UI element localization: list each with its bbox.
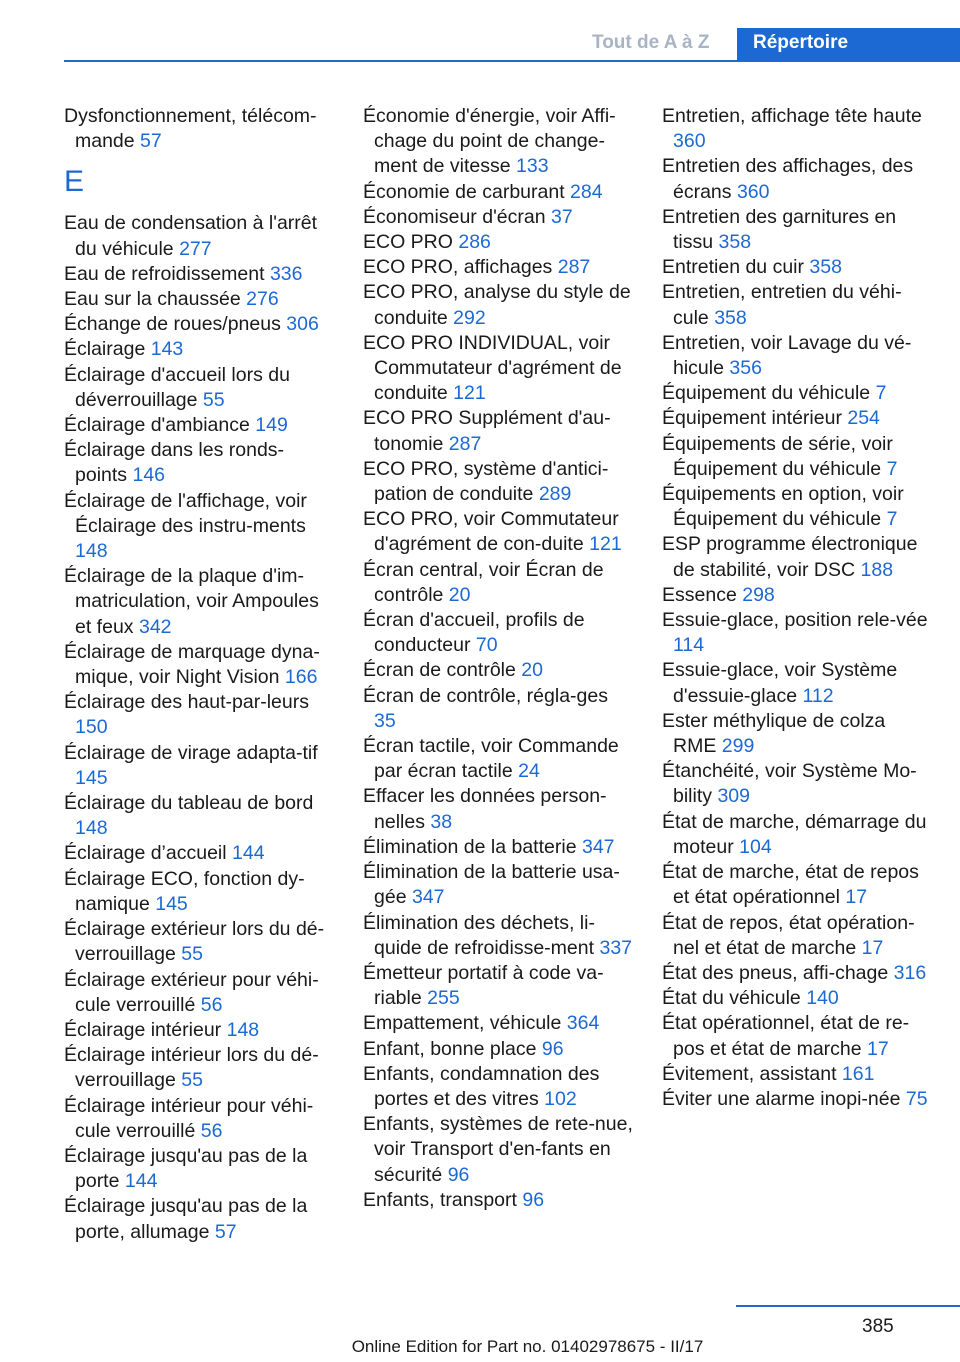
page-reference-link[interactable]: 146	[132, 464, 166, 487]
page-reference-link[interactable]: 37	[551, 205, 573, 228]
page-reference-link[interactable]: 166	[284, 666, 318, 689]
index-entry-term: Entretien, entretien du véhi-cule	[662, 281, 902, 329]
page-reference-link[interactable]: 121	[453, 382, 486, 405]
page-reference-link[interactable]: 144	[232, 842, 265, 865]
page-reference-link[interactable]: 24	[518, 760, 540, 783]
page-reference-link[interactable]: 140	[806, 987, 839, 1010]
index-entry-term: Élimination des déchets, li-quide de refroidisse-ment	[363, 911, 595, 959]
index-entry-term: Évitement, assistant	[662, 1062, 837, 1085]
index-entry-term: Émetteur portatif à code va-riable	[363, 961, 604, 1010]
page-reference-link[interactable]: 55	[202, 388, 225, 411]
footer-divider	[736, 1305, 960, 1307]
index-entry	[662, 331, 932, 381]
index-entry	[363, 406, 633, 456]
page-reference-link[interactable]: 358	[714, 306, 747, 329]
page-reference-link[interactable]: 255	[427, 987, 460, 1010]
index-entry-term: Éclairage	[64, 338, 146, 361]
index-column-2	[363, 104, 633, 1213]
page-reference-link[interactable]: 7	[875, 382, 887, 405]
page-reference-link[interactable]: 96	[522, 1188, 545, 1211]
index-entry	[64, 1018, 334, 1043]
index-entry-term: ECO PRO, système d'antici-pation de conduite	[363, 457, 609, 506]
index-entry-term: Élimination de la batterie usa-gée	[363, 861, 620, 909]
page-reference-link[interactable]: 276	[246, 288, 279, 311]
index-entry	[662, 658, 932, 708]
index-entry	[363, 658, 633, 683]
index-entry-term: Écran tactile, voir Commande par écran tactile	[363, 735, 619, 783]
page-reference-link[interactable]: 347	[411, 886, 445, 909]
index-entry	[662, 532, 932, 582]
index-entry	[64, 1144, 334, 1194]
index-entry	[363, 734, 633, 784]
index-entry	[662, 583, 932, 608]
page-reference-link[interactable]: 7	[886, 508, 898, 531]
page-reference-link[interactable]: 55	[181, 1069, 203, 1092]
index-entry-term: Équipements en option, voir Équipement du véhicule	[662, 483, 904, 531]
index-entry	[363, 1037, 633, 1062]
index-entry	[662, 104, 932, 154]
index-entry	[64, 413, 334, 438]
index-entry-term: Entretien du cuir	[662, 256, 804, 279]
page-reference-link[interactable]: 188	[860, 558, 894, 581]
page-reference-link[interactable]: 360	[673, 130, 706, 153]
index-entry	[363, 1112, 633, 1188]
index-entry	[363, 507, 633, 557]
index-entry	[363, 961, 633, 1011]
index-entry	[363, 180, 633, 205]
index-entry	[662, 406, 932, 431]
page-reference-link[interactable]: 148	[75, 540, 108, 563]
page-reference-link[interactable]: 356	[729, 357, 762, 380]
page-reference-link[interactable]: 17	[845, 886, 868, 909]
index-entry-term: Écran central, voir Écran de contrôle	[363, 558, 604, 606]
index-entry	[64, 489, 334, 565]
page-reference-link[interactable]: 96	[541, 1037, 564, 1060]
page-reference-link[interactable]: 96	[447, 1163, 470, 1186]
index-entry	[363, 255, 633, 280]
index-entry	[363, 1011, 633, 1036]
index-entry-term: Essence	[662, 583, 737, 606]
index-entry-term: Éclairage de marquage dyna-mique, voir Night Vision	[64, 640, 320, 689]
index-entry	[662, 482, 932, 532]
index-entry-term: Enfant, bonne place	[363, 1037, 537, 1060]
page-reference-link[interactable]: 114	[673, 634, 705, 657]
index-entry	[363, 280, 633, 330]
index-entry-term: Écran de contrôle	[363, 659, 516, 682]
index-entry-term: ECO PRO, affichages	[363, 256, 553, 279]
index-entry-term: Éclairage d'accueil lors du déverrouillage	[64, 363, 290, 411]
page-reference-link[interactable]: 143	[150, 338, 184, 361]
index-entry	[64, 312, 334, 337]
index-entry	[662, 280, 932, 330]
page-reference-link[interactable]: 309	[717, 785, 750, 808]
index-entry-term: Économiseur d'écran	[363, 205, 546, 228]
page-reference-link[interactable]: 358	[718, 231, 752, 254]
index-entry-term: État du véhicule	[662, 987, 801, 1010]
index-entry-term: État de marche, état de repos et état opérationnel	[662, 861, 919, 909]
index-entry-term: Eau sur la chaussée	[64, 288, 241, 311]
index-entry-term: Élimination de la batterie	[363, 835, 577, 858]
index-entry-term: Éclairage du tableau de bord	[64, 792, 314, 815]
page-reference-link[interactable]: 337	[599, 936, 633, 959]
index-entry	[64, 211, 334, 261]
index-entry-term: Entretien des affichages, des écrans	[662, 155, 914, 203]
page-reference-link[interactable]: 364	[566, 1012, 600, 1035]
index-entry-term: Éclairage d’accueil	[64, 842, 227, 865]
index-entry	[64, 841, 334, 866]
index-entry-term: Éclairage de l'affichage, voir Éclairage des instru-ments	[64, 489, 307, 537]
index-entry	[662, 860, 932, 910]
page-reference-link[interactable]: 360	[736, 180, 770, 203]
index-entry	[363, 911, 633, 961]
index-entry-term: ESP programme électronique de stabilité, voir DSC	[662, 533, 918, 581]
page-reference-link[interactable]: 336	[269, 262, 303, 285]
tab-tout-de-a-a-z[interactable]: Tout de A à Z	[592, 32, 710, 53]
index-entry	[64, 741, 334, 791]
index-entry	[64, 104, 334, 154]
page-reference-link[interactable]: 17	[861, 936, 884, 959]
index-entry-term: ECO PRO INDIVIDUAL, voir Commutateur d'agrément de conduite	[363, 331, 622, 405]
index-entry	[662, 709, 932, 759]
index-entry	[64, 867, 334, 917]
index-entry	[662, 381, 932, 406]
index-entry-term: Écran d'accueil, profils de conducteur	[363, 609, 585, 657]
index-entry-term: Éclairage jusqu'au pas de la porte	[64, 1144, 308, 1193]
page-reference-link[interactable]: 20	[521, 659, 543, 682]
page-reference-link[interactable]: 70	[475, 634, 498, 657]
page-reference-link[interactable]: 299	[721, 735, 755, 758]
index-entry-term: Écran de contrôle, régla-ges	[363, 684, 608, 707]
index-entry	[64, 968, 334, 1018]
page-reference-link[interactable]: 358	[809, 256, 842, 279]
page-reference-link[interactable]: 144	[124, 1170, 158, 1193]
index-entry-term: Éclairage extérieur lors du dé-verrouillage	[64, 918, 325, 966]
page-reference-link[interactable]: 148	[226, 1018, 260, 1041]
index-entry-term: Enfants, transport	[363, 1188, 517, 1211]
page-reference-link[interactable]: 316	[893, 961, 927, 984]
page-reference-link[interactable]: 7	[886, 457, 898, 480]
index-entry-term: État de repos, état opération-nel et état de marche	[662, 911, 915, 959]
page-reference-link[interactable]: 133	[516, 155, 549, 178]
page-reference-link[interactable]: 121	[589, 533, 622, 556]
index-entry-term: Équipements de série, voir Équipement du véhicule	[662, 432, 893, 480]
index-entry-term: Essuie-glace, position rele-vée	[662, 609, 928, 632]
index-entry	[363, 558, 633, 608]
index-entry-term: Éclairage dans les ronds-points	[64, 439, 285, 487]
index-entry	[363, 835, 633, 860]
index-entry-term: Eau de condensation à l'arrêt du véhicule	[64, 212, 318, 260]
index-column-3	[662, 104, 932, 1112]
index-entry-term: Éclairage intérieur lors du dé-verrouillage	[64, 1044, 319, 1092]
page-reference-link[interactable]: 161	[841, 1062, 875, 1085]
index-entry	[662, 1087, 932, 1112]
index-entry-term: Échange de roues/pneus	[64, 313, 281, 336]
page-reference-link[interactable]: 75	[905, 1087, 928, 1110]
index-entry	[363, 860, 633, 910]
index-entry	[662, 432, 932, 482]
index-entry-term: Eau de refroidissement	[64, 262, 265, 285]
index-entry	[64, 438, 334, 488]
page-reference-link[interactable]: 57	[140, 130, 162, 153]
index-entry-term: Équipement du véhicule	[662, 382, 871, 405]
index-entry	[363, 104, 633, 180]
index-entry-term: ECO PRO Supplément d'au-tonomie	[363, 407, 611, 455]
page-reference-link[interactable]: 254	[847, 407, 880, 430]
index-entry	[363, 205, 633, 230]
index-entry	[662, 154, 932, 204]
page-reference-link[interactable]: 57	[214, 1220, 237, 1243]
index-entry-term: Éclairage extérieur pour véhi-cule verrouillé	[64, 968, 319, 1016]
page-reference-link[interactable]: 55	[181, 943, 203, 966]
page-reference-link[interactable]: 102	[544, 1087, 577, 1110]
page-reference-link[interactable]: 148	[75, 817, 108, 840]
index-entry-term: Éclairage intérieur	[64, 1018, 222, 1041]
index-entry-term: Éclairage ECO, fonction dy-namique	[64, 867, 305, 915]
index-entry	[64, 564, 334, 640]
index-entry	[363, 457, 633, 507]
tab-repertoire[interactable]: Répertoire	[737, 28, 960, 60]
index-entry	[64, 337, 334, 362]
index-entry	[363, 230, 633, 255]
page-reference-link[interactable]: 287	[448, 432, 482, 455]
page-reference-link[interactable]: 287	[557, 256, 591, 279]
page-reference-link[interactable]: 306	[286, 313, 319, 336]
page-reference-link[interactable]: 35	[374, 709, 396, 732]
index-entry-term: Entretien des garnitures en tissu	[662, 205, 897, 254]
index-entry	[64, 1194, 334, 1244]
index-entry	[64, 262, 334, 287]
index-entry	[363, 331, 633, 407]
index-entry-term: Éclairage jusqu'au pas de la porte, allumage	[64, 1195, 308, 1243]
index-entry	[662, 911, 932, 961]
index-entry-term: État de marche, démarrage du moteur	[662, 810, 927, 858]
header-divider	[64, 60, 960, 62]
index-entry-term: Économie de carburant	[363, 180, 565, 203]
index-entry-term: Éclairage des haut-par-leurs	[64, 691, 309, 714]
index-entry-term: Enfants, systèmes de rete-nue, voir Transport d'en-fants en sécurité	[363, 1113, 633, 1186]
page-header	[0, 28, 960, 60]
index-entry	[662, 961, 932, 986]
page-reference-link[interactable]: 56	[200, 1119, 223, 1142]
page-reference-link[interactable]: 298	[742, 583, 775, 606]
page-reference-link[interactable]: 145	[75, 766, 108, 789]
index-entry-term: Enfants, condamnation des portes et des vitres	[363, 1062, 600, 1110]
index-entry	[64, 363, 334, 413]
index-entry-term: ECO PRO	[363, 231, 453, 254]
index-entry	[662, 1062, 932, 1087]
index-entry	[64, 690, 334, 740]
index-entry-term: État opérationnel, état de re-pos et état de marche	[662, 1012, 910, 1060]
index-entry-term: Essuie-glace, voir Système d'essuie-glace	[662, 659, 898, 707]
page-reference-link[interactable]: 286	[458, 231, 491, 254]
index-entry-term: Étanchéité, voir Système Mo-bility	[662, 760, 917, 808]
index-entry	[662, 255, 932, 280]
page-reference-link[interactable]: 104	[739, 835, 772, 858]
index-entry	[662, 759, 932, 809]
index-entry-term: Entretien, voir Lavage du vé-hicule	[662, 331, 912, 380]
page-reference-link[interactable]: 38	[430, 810, 453, 833]
index-entry	[662, 986, 932, 1011]
page-reference-link[interactable]: 20	[448, 583, 471, 606]
index-entry-term: Empattement, véhicule	[363, 1012, 562, 1035]
index-entry	[363, 784, 633, 834]
index-entry	[363, 1062, 633, 1112]
index-entry	[64, 1043, 334, 1093]
index-entry-term: Éclairage de la plaque d'im-matriculation, voir Ampoules et feux	[64, 565, 319, 638]
index-entry	[64, 1094, 334, 1144]
index-entry-term: Éviter une alarme inopi-née	[662, 1087, 901, 1110]
index-entry-term: Éclairage intérieur pour véhi-cule verrouillé	[64, 1094, 314, 1142]
index-entry-term: Équipement intérieur	[662, 407, 842, 430]
index-entry-term: Entretien, affichage tête haute	[662, 105, 922, 127]
index-entry	[64, 287, 334, 312]
page-reference-link[interactable]: 112	[802, 684, 834, 707]
index-entry-term: ECO PRO, voir Commutateur d'agrément de con-duite	[363, 508, 619, 556]
page-reference-link[interactable]: 149	[255, 414, 288, 437]
index-column-1	[64, 104, 334, 1245]
index-entry-term: Éclairage de virage adapta-tif	[64, 741, 318, 764]
page-reference-link[interactable]: 145	[155, 892, 188, 915]
index-entry-term: Ester méthylique de colza RME	[662, 709, 886, 758]
edition-note: Online Edition for Part no. 01402978675 - II/17	[351, 1337, 704, 1356]
page-number: 385	[862, 1316, 894, 1337]
index-entry	[662, 608, 932, 658]
page-reference-link[interactable]: 342	[138, 615, 172, 638]
section-letter: E	[64, 165, 85, 199]
index-entry	[64, 791, 334, 841]
index-entry-term: Éclairage d'ambiance	[64, 414, 250, 437]
page-reference-link[interactable]: 347	[581, 835, 615, 858]
index-entry	[662, 810, 932, 860]
index-entry-term: Dysfonctionnement, télécom-mande	[64, 105, 317, 153]
index-entry	[64, 640, 334, 690]
index-entry-term: ECO PRO, analyse du style de conduite	[363, 281, 631, 329]
page-reference-link[interactable]: 150	[75, 716, 108, 739]
index-entry-term: Économie d'énergie, voir Affi-chage du point de change-ment de vitesse	[363, 105, 616, 178]
index-entry	[363, 608, 633, 658]
index-entry-term: Effacer les données person-nelles	[363, 785, 607, 833]
page-reference-link[interactable]: 289	[538, 483, 572, 506]
index-entry	[64, 917, 334, 967]
page-reference-link[interactable]: 277	[179, 237, 212, 260]
page-reference-link[interactable]: 292	[453, 306, 486, 329]
index-entry	[662, 205, 932, 255]
page-reference-link[interactable]: 56	[200, 993, 223, 1016]
index-entry	[363, 684, 633, 734]
index-entry	[662, 1011, 932, 1061]
index-entry	[363, 1188, 633, 1213]
page-reference-link[interactable]: 17	[867, 1037, 889, 1060]
page-reference-link[interactable]: 284	[570, 180, 603, 203]
index-entry-term: État des pneus, affi-chage	[662, 961, 889, 984]
